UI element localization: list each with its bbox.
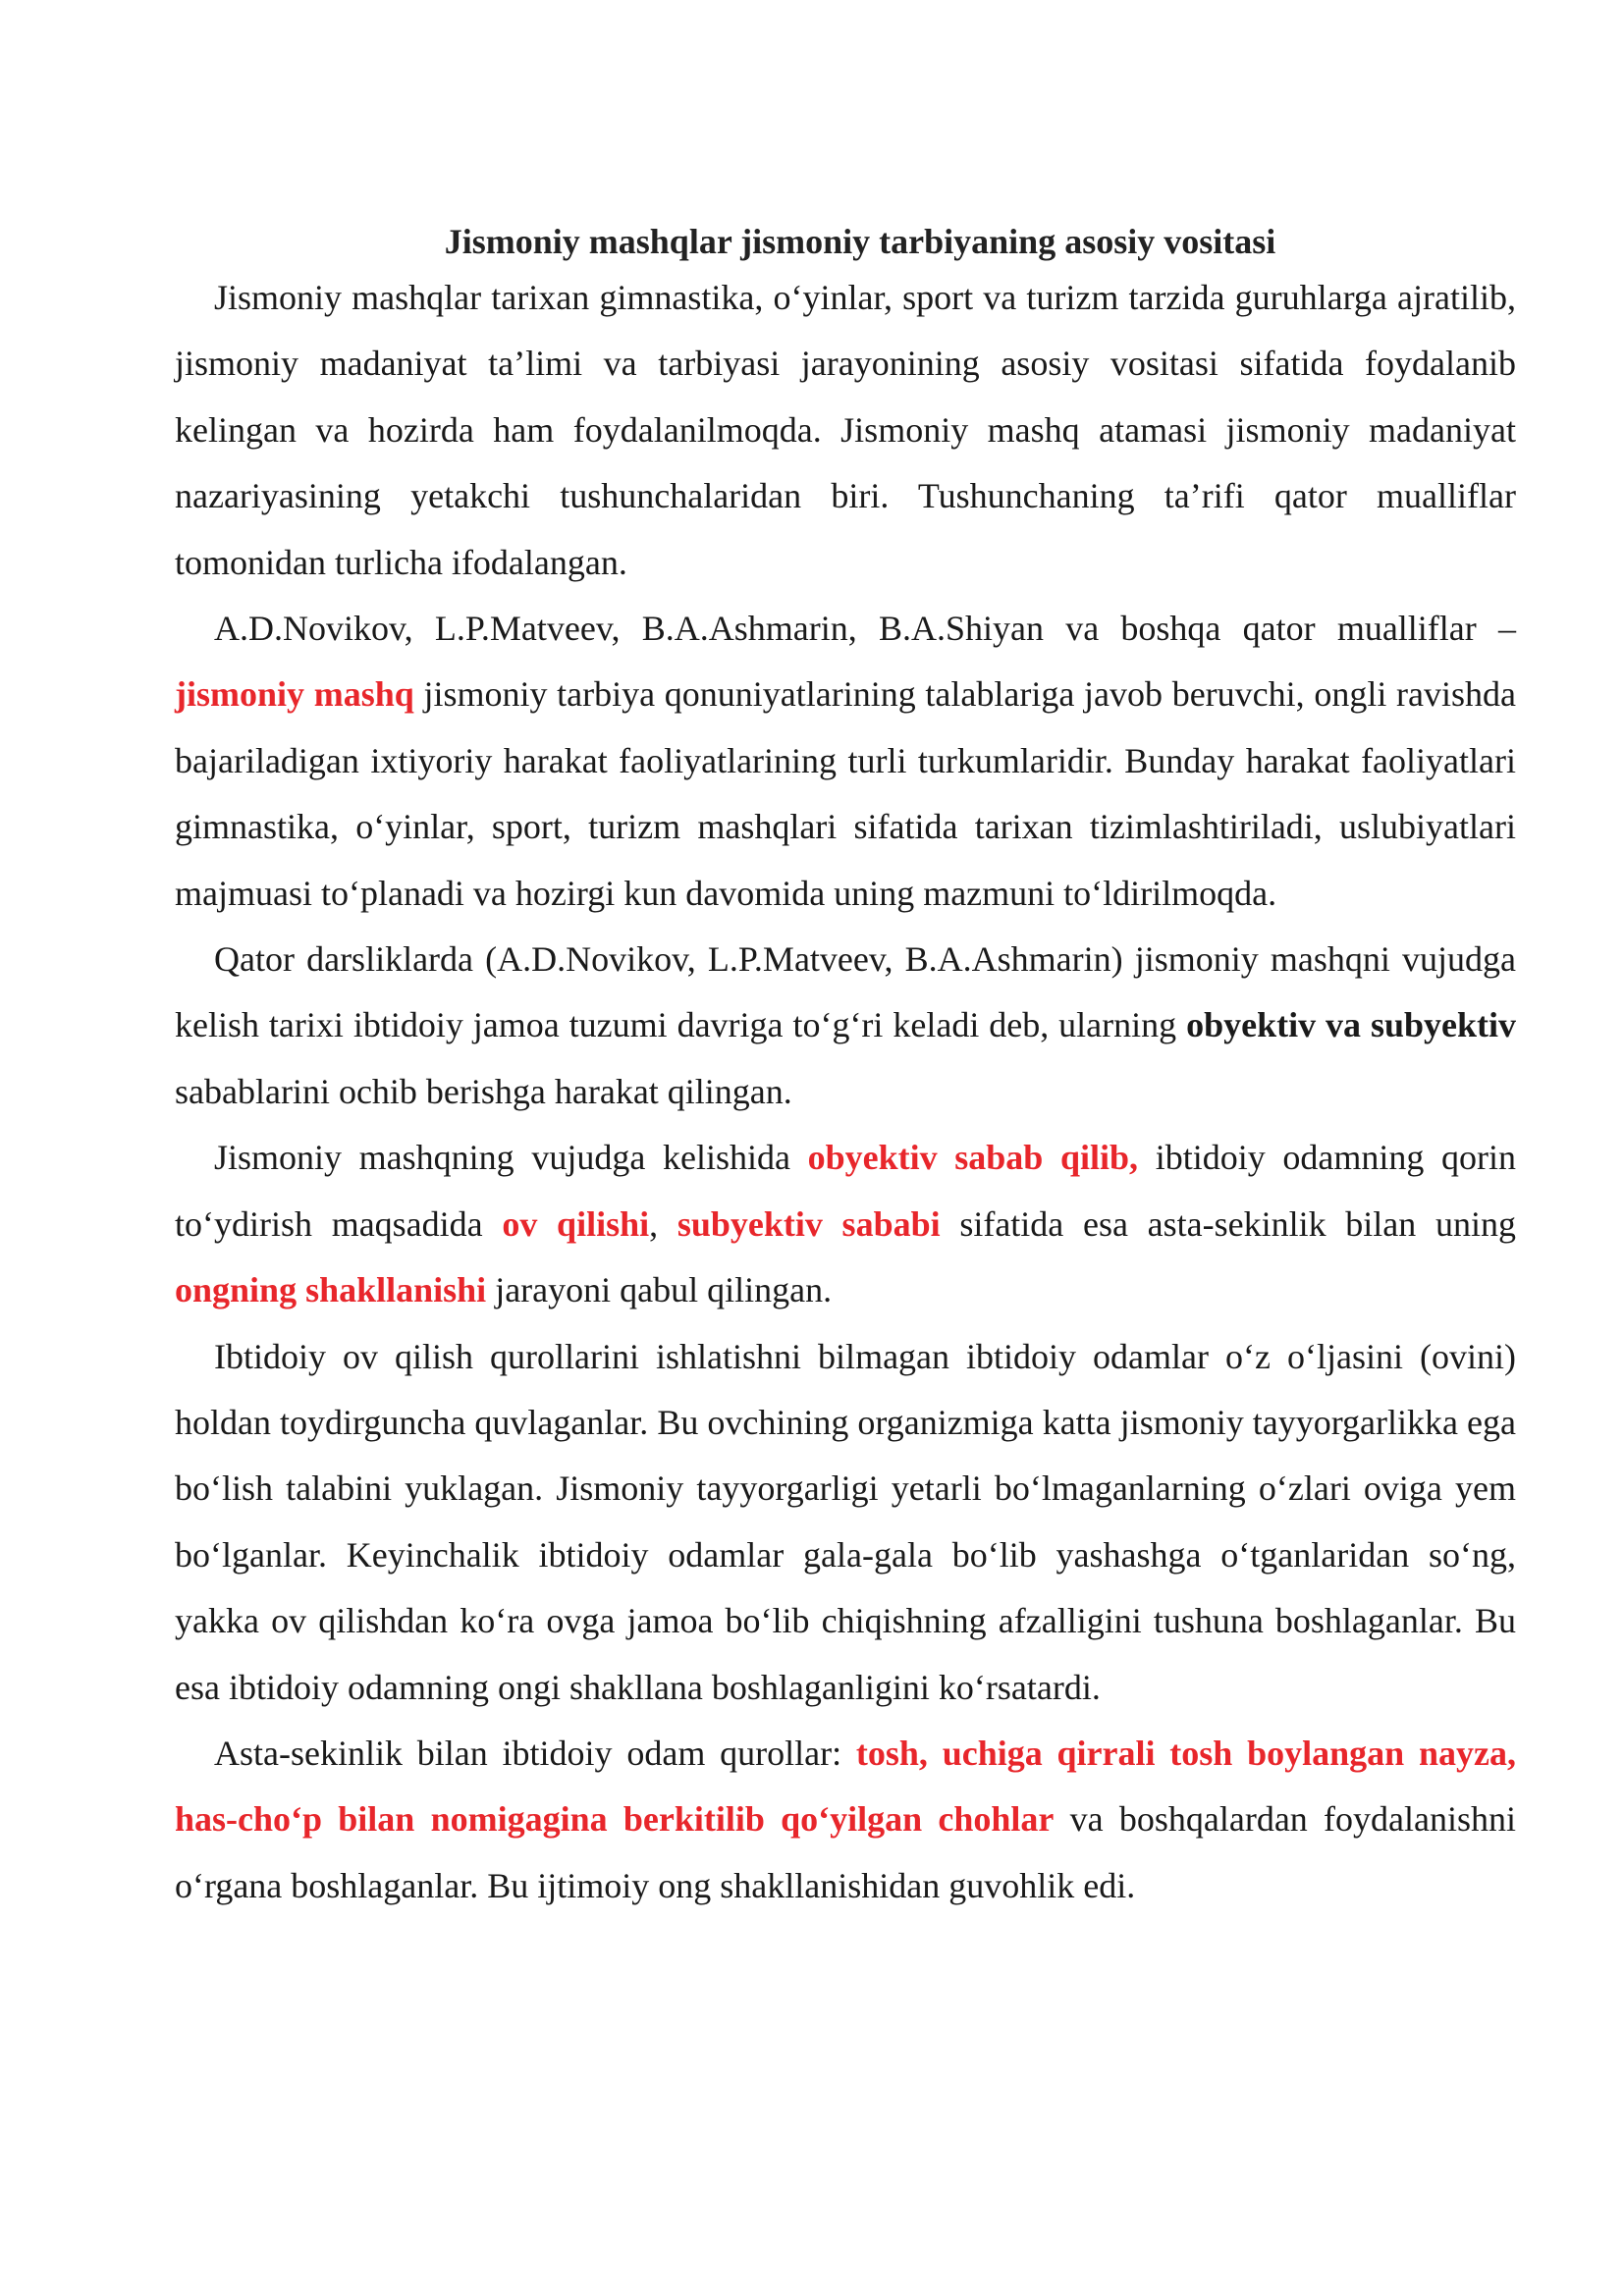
text-run: Qator darsliklarda (A.D.Novikov, L.P.Matveev, B.A.Ashmarin) jismoniy mashqni vujudga kelish tarixi ibtidoiy jamoa tuzumi davriga to‘g‘ri keladi deb, ularning	[175, 939, 1516, 1045]
text-run: A.D.Novikov, L.P.Matveev, B.A.Ashmarin, B.A.Shiyan va boshqa qator mualliflar –	[214, 609, 1516, 649]
paragraph	[175, 1721, 1516, 1919]
text-run: Ibtidoiy ov qilish qurollarini ishlatishni bilmagan ibtidoiy odamlar o‘z o‘ljasini (ovini) holdan toydirguncha quvlaganlar. Bu ovchining organizmiga katta jismoniy tayyorgarlikka ega bo‘lish talabini yuklagan. Jismoniy tayyorgarligi yetarli bo‘lmaganlarning o‘zlari oviga yem bo‘lganlar. Keyinchalik ibtidoiy odamlar gala-gala bo‘lib yashashga o‘tganlaridan so‘ng, yakka ov qilishdan ko‘ra ovga jamoa bo‘lib chiqishning afzalligini tushuna boshlaganlar. Bu esa ibtidoiy odamning ongi shakllana boshlaganligini ko‘rsatardi.	[175, 1336, 1516, 1707]
highlighted-term: ongning shakllanishi	[175, 1270, 487, 1310]
highlighted-term: ov qilishi	[502, 1203, 650, 1244]
bold-term: obyektiv va subyektiv	[1186, 1005, 1516, 1045]
document-body	[175, 265, 1516, 1919]
paragraph	[175, 265, 1516, 596]
highlighted-term: subyektiv sababi	[677, 1203, 941, 1244]
text-run: jarayoni qabul qilingan.	[486, 1270, 833, 1310]
text-run: Jismoniy mashqning vujudga kelishida	[214, 1138, 808, 1178]
paragraph	[175, 927, 1516, 1125]
document-title: Jismoniy mashqlar jismoniy tarbiyaning asosiy vositasi	[444, 222, 1276, 261]
text-run: Jismoniy mashqlar tarixan gimnastika, o‘yinlar, sport va turizm tarzida guruhlarga ajratilib, jismoniy madaniyat ta’limi va tarbiyasi jarayonining asosiy vositasi sifatida foydalanib kelingan va hozirda ham foydalanilmoqda. Jismoniy mashq atamasi jismoniy madaniyat nazariyasining yetakchi tushunchalaridan biri. Tushunchaning ta’rifi qator mualliflar tomonidan turlicha ifodalangan.	[175, 278, 1516, 582]
paragraph	[175, 1125, 1516, 1323]
text-run: Asta-sekinlik bilan ibtidoiy odam qurollar:	[214, 1733, 856, 1773]
text-run: sifatida esa asta-sekinlik bilan uning	[940, 1203, 1516, 1244]
text-run: sabablarini ochib berishga harakat qilingan.	[175, 1071, 792, 1111]
highlighted-term: jismoniy mashq	[175, 674, 414, 715]
highlighted-term: obyektiv sabab qilib,	[807, 1138, 1139, 1178]
paragraph	[175, 1324, 1516, 1721]
text-run: ibtidoiy odamning qorin to‘ydirish maqsadida	[175, 1138, 1516, 1244]
document-page	[175, 218, 1516, 1919]
text-run: va boshqalardan foydalanishni o‘rgana boshlaganlar. Bu ijtimoiy ong shakllanishidan guvohlik edi.	[175, 1799, 1516, 1905]
paragraph	[175, 596, 1516, 927]
text-run: jismoniy tarbiya qonuniyatlarining talablariga javob beruvchi, ongli ravishda bajariladigan ixtiyoriy harakat faoliyatlarining turli turkumlaridir. Bunday harakat faoliyatlari gimnastika, o‘yinlar, sport, turizm mashqlari sifatida tarixan tizimlashtiriladi, uslubiyatlari majmuasi to‘planadi va hozirgi kun davomida uning mazmuni to‘ldirilmoqda.	[175, 674, 1516, 913]
highlighted-term: tosh, uchiga qirrali tosh boylangan nayza, has-cho‘p bilan nomigagina berkitilib qo‘yilgan chohlar	[175, 1733, 1516, 1840]
text-run: ,	[649, 1203, 677, 1244]
